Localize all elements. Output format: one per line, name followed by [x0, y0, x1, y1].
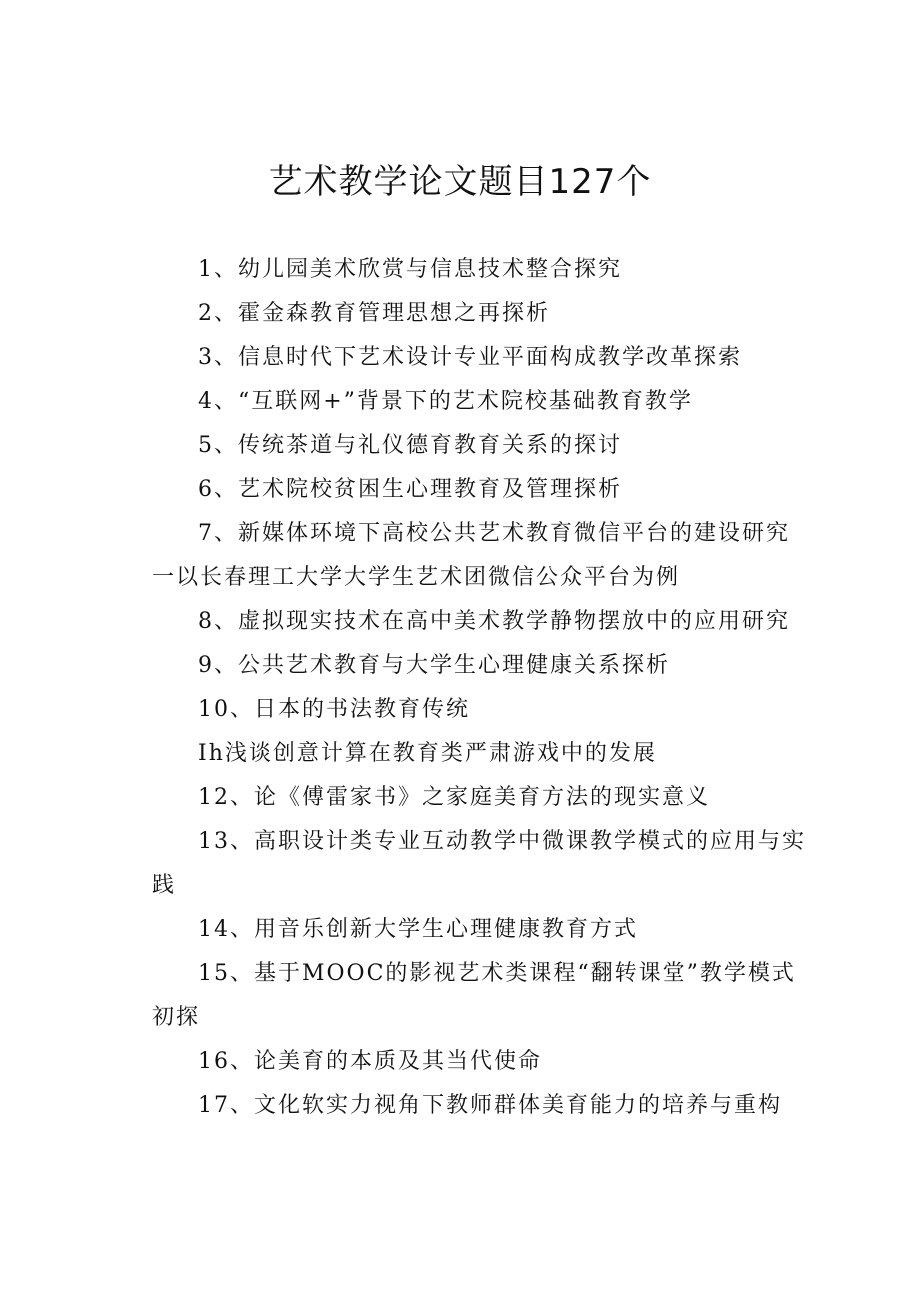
list-item: 12、论《傅雷家书》之家庭美育方法的现实意义	[198, 785, 710, 810]
list-item: 1、幼儿园美术欣赏与信息技术整合探究	[198, 257, 622, 282]
list-item: 5、传统茶道与礼仪德育教育关系的探讨	[198, 433, 622, 458]
list-item: 7、新媒体环境下高校公共艺术教育微信平台的建设研究一以长春理工大学大学生艺术团微信公众平台为例	[152, 521, 790, 590]
list-item: 8、虚拟现实技术在高中美术教学静物摆放中的应用研究	[198, 609, 790, 634]
list-item: 14、用音乐创新大学生心理健康教育方式	[198, 917, 638, 942]
list-item: 4、“互联网+”背景下的艺术院校基础教育教学	[198, 389, 693, 414]
topic-list	[152, 248, 812, 1128]
list-item: 17、文化软实力视角下教师群体美育能力的培养与重构	[198, 1093, 782, 1118]
list-item: 13、高职设计类专业互动教学中微课教学模式的应用与实践	[152, 829, 806, 898]
list-item: 6、艺术院校贫困生心理教育及管理探析	[198, 477, 622, 502]
list-item: 2、霍金森教育管理思想之再探析	[198, 301, 550, 326]
list-item: Ih浅谈创意计算在教育类严肃游戏中的发展	[198, 741, 657, 766]
document-title: 艺术教学论文题目127个	[268, 162, 652, 202]
list-item: 3、信息时代下艺术设计专业平面构成教学改革探索	[198, 345, 742, 370]
list-item: 10、日本的书法教育传统	[198, 697, 470, 722]
list-item: 16、论美育的本质及其当代使命	[198, 1049, 542, 1074]
list-item: 9、公共艺术教育与大学生心理健康关系探析	[198, 653, 670, 678]
list-item: 15、基于MOOC的影视艺术类课程“翻转课堂”教学模式初探	[152, 961, 796, 1030]
